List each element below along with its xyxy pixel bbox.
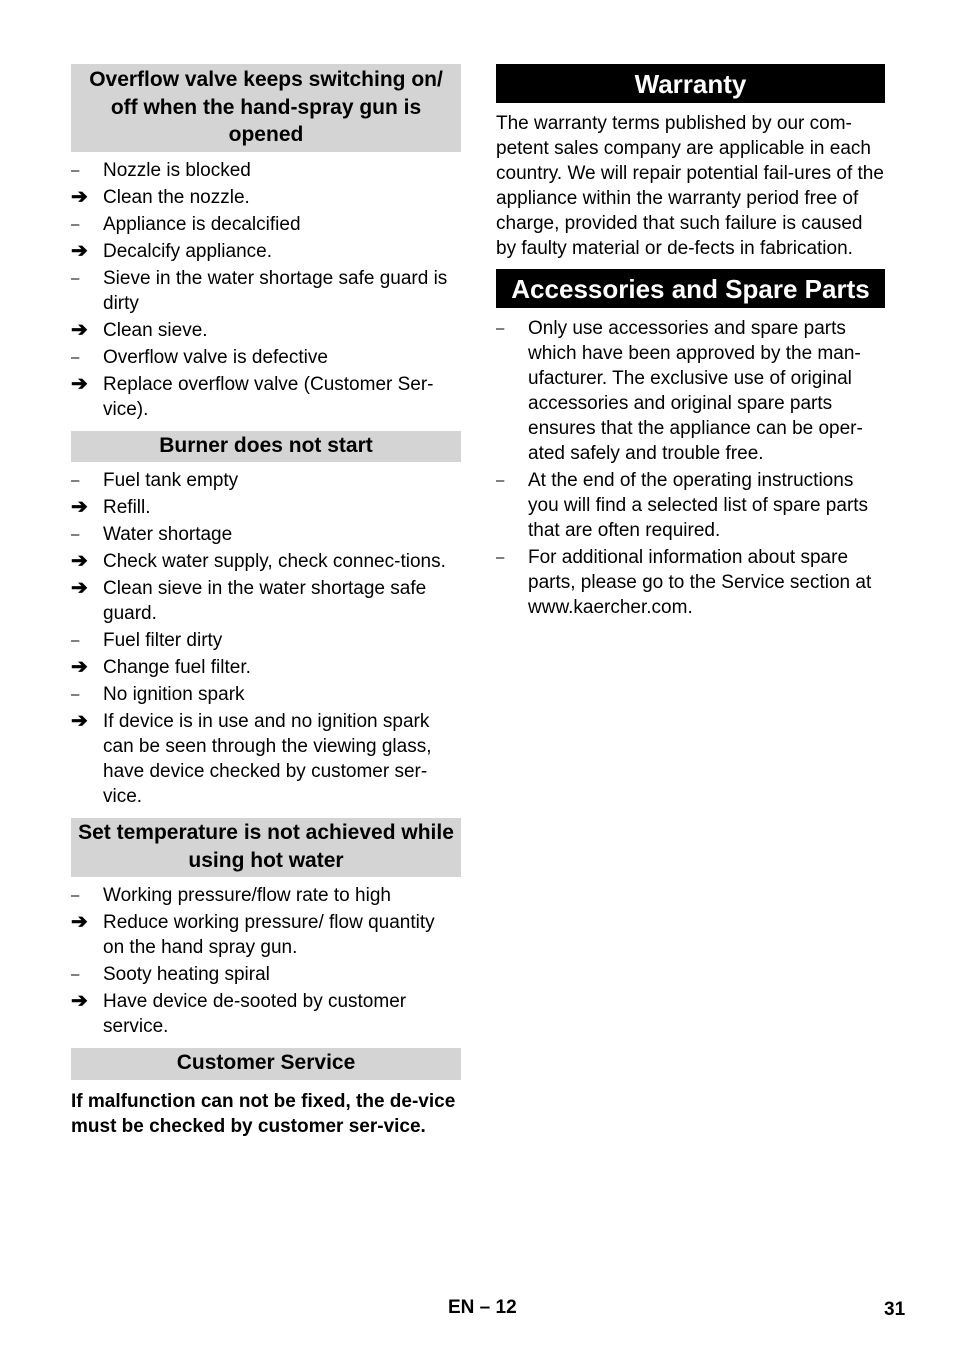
arrow-right-icon: ➔ (71, 239, 88, 262)
cause-item (71, 158, 461, 183)
arrow-right-icon: ➔ (71, 710, 88, 732)
dash-icon: – (71, 348, 80, 366)
item-text: Overflow valve is defective (103, 346, 328, 368)
item-text: No ignition spark (103, 684, 245, 705)
item-text: Fuel tank empty (103, 470, 239, 491)
dash-icon: – (71, 887, 80, 904)
arrow-right-icon: ➔ (71, 656, 88, 678)
item-text: Check water supply, check connec-tions. (103, 551, 446, 572)
item-text: If device is in use and no ignition spark can be seen through the viewing glass, have device checked by customer ser-vice. (103, 711, 432, 807)
dash-icon: – (71, 966, 80, 983)
dash-icon: – (71, 632, 80, 649)
item-text: At the end of the operating instructions you will find a selected list of spare parts that are often required. (528, 470, 869, 541)
footer-section-label: EN – 12 (448, 1297, 517, 1318)
action-item (71, 989, 461, 1039)
dash-icon: – (71, 215, 80, 233)
item-text: Appliance is decalcified (103, 213, 301, 235)
arrow-right-icon: ➔ (71, 990, 88, 1012)
arrow-right-icon: ➔ (71, 372, 88, 395)
item-text: Water shortage (103, 524, 233, 545)
cause-item (71, 883, 461, 908)
accessories-heading: Accessories and Spare Parts (496, 269, 885, 308)
cause-item (71, 468, 461, 493)
burner-list (71, 468, 461, 809)
item-text: Nozzle is blocked (103, 159, 251, 181)
customer-service-heading: Customer Service (71, 1048, 461, 1080)
warranty-heading: Warranty (496, 64, 885, 103)
temperature-list (71, 883, 461, 1039)
arrow-right-icon: ➔ (71, 185, 88, 208)
overflow-heading: Overflow valve keeps switching on/ off when the hand-spray gun is opened (71, 64, 461, 152)
action-item (71, 709, 461, 809)
dash-icon: – (496, 549, 505, 566)
arrow-right-icon: ➔ (71, 318, 88, 341)
item-text: For additional information about spare parts, please go to the Service section at www.kaercher.com. (528, 547, 872, 618)
action-item (71, 655, 461, 680)
dash-icon: – (71, 686, 80, 703)
action-item (71, 185, 461, 210)
item-text: Replace overflow valve (Customer Ser-vice). (103, 373, 434, 420)
temperature-heading: Set temperature is not achieved while using hot water (71, 818, 461, 877)
arrow-right-icon: ➔ (71, 550, 88, 572)
action-item (71, 372, 461, 422)
item-text: Sieve in the water shortage safe guard is dirty (103, 267, 448, 314)
arrow-right-icon: ➔ (71, 577, 88, 599)
left-column (71, 64, 461, 1139)
action-item (71, 576, 461, 626)
item-text: Change fuel filter. (103, 657, 251, 678)
item-text: Fuel filter dirty (103, 630, 223, 651)
arrow-right-icon: ➔ (71, 496, 88, 518)
cause-item (71, 962, 461, 987)
cause-item (71, 628, 461, 653)
dash-icon: – (496, 320, 505, 337)
dash-icon: – (71, 526, 80, 543)
dash-icon: – (71, 269, 80, 287)
action-item (71, 495, 461, 520)
burner-heading: Burner does not start (71, 431, 461, 463)
action-item (71, 318, 461, 343)
overflow-list (71, 158, 461, 422)
cause-item (71, 522, 461, 547)
cause-item (71, 682, 461, 707)
item-text: Have device de-sooted by customer service. (103, 991, 407, 1037)
accessories-list (496, 316, 885, 620)
item-text: Refill. (103, 497, 151, 518)
dash-icon: – (496, 472, 505, 489)
arrow-right-icon: ➔ (71, 911, 88, 933)
customer-service-text: If malfunction can not be fixed, the de-vice must be checked by customer ser-vice. (71, 1090, 456, 1137)
cause-item (496, 316, 885, 466)
warranty-text: The warranty terms published by our com-petent sales company are applicable in each country. We will repair potential fail-ures of the appliance within the warranty period free of charge, provided that such failure is caused by faulty material or de-fects in fabrication. (496, 113, 884, 259)
action-item (71, 549, 461, 574)
item-text: Working pressure/flow rate to high (103, 885, 391, 906)
right-column (496, 64, 885, 620)
cause-item (71, 212, 461, 237)
cause-item (496, 468, 885, 543)
dash-icon: – (71, 161, 80, 179)
dash-icon: – (71, 472, 80, 489)
page-number: 31 (884, 1299, 906, 1320)
item-text: Clean sieve in the water shortage safe guard. (103, 578, 427, 624)
item-text: Reduce working pressure/ flow quantity on the hand spray gun. (103, 912, 435, 958)
item-text: Only use accessories and spare parts which have been approved by the man-ufacturer. The exclusive use of original accessories and original spare parts ensures that the appliance can be oper-ated safely and trouble free. (528, 318, 863, 464)
cause-item (71, 266, 461, 316)
item-text: Clean sieve. (103, 319, 208, 341)
action-item (71, 239, 461, 264)
item-text: Clean the nozzle. (103, 186, 250, 208)
item-text: Decalcify appliance. (103, 240, 272, 262)
item-text: Sooty heating spiral (103, 964, 270, 985)
cause-item (496, 545, 885, 620)
action-item (71, 910, 461, 960)
cause-item (71, 345, 461, 370)
